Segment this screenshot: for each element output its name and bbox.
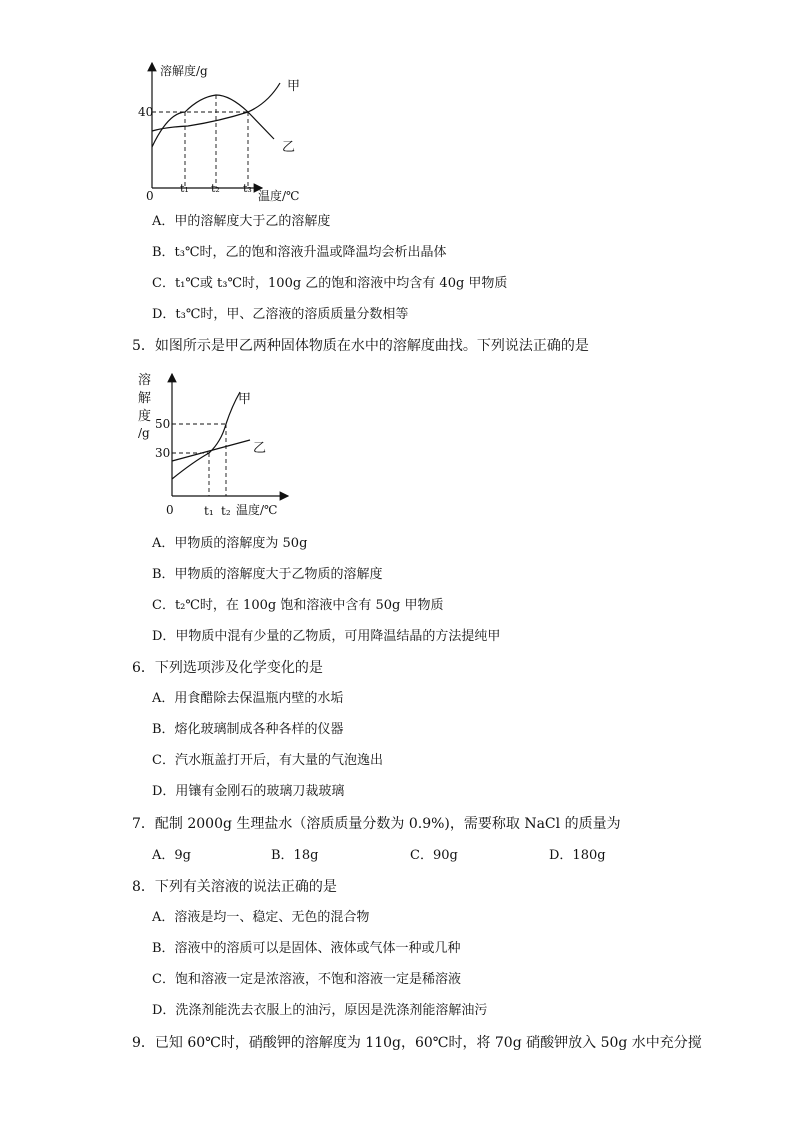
y-tick-40: 40 — [138, 105, 154, 119]
q4-option-a: A．甲的溶解度大于乙的溶解度 — [152, 214, 331, 229]
q9-stem: 9．已知 60℃时，硝酸钾的溶解度为 110g，60℃时，将 70g 硝酸钾放入 50g 水中充分搅 — [132, 1035, 702, 1051]
q7-stem: 7．配制 2000g 生理盐水（溶质质量分数为 0.9%)，需要称取 NaCl 的质量为 — [132, 816, 621, 832]
q5-stem: 5．如图所示是甲乙两种固体物质在水中的溶解度曲找。下列说法正确的是 — [132, 338, 589, 354]
curve-jia-label: 甲 — [238, 392, 252, 407]
y-axis-label-2: 解 — [138, 391, 152, 406]
q6-option-c: C．汽水瓶盖打开后，有大量的气泡逸出 — [152, 753, 383, 768]
solubility-curve-figure-2 — [128, 366, 303, 524]
curve-jia-label: 甲 — [287, 79, 301, 94]
q8-stem: 8．下列有关溶液的说法正确的是 — [132, 879, 337, 895]
q6-option-b: B．熔化玻璃制成各种各样的仪器 — [152, 722, 344, 737]
q7-option-c: C．90g — [410, 848, 458, 863]
q7-option-b: B．18g — [271, 848, 319, 863]
x-tick-t2: t₂ — [221, 504, 231, 518]
curve-jia — [172, 392, 240, 479]
curve-yi — [172, 440, 250, 461]
x-tick-t2: t₂ — [211, 182, 220, 195]
q5-option-d: D．甲物质中混有少量的乙物质，可用降温结晶的方法提纯甲 — [152, 629, 501, 644]
q5-option-a: A．甲物质的溶解度为 50g — [152, 536, 308, 551]
q8-option-c: C．饱和溶液一定是浓溶液，不饱和溶液一定是稀溶液 — [152, 972, 461, 987]
origin-label: 0 — [166, 503, 174, 517]
y-tick-30: 30 — [155, 446, 171, 460]
y-tick-50: 50 — [155, 417, 171, 431]
q4-option-c: C．t₁℃或 t₃℃时，100g 乙的饱和溶液中均含有 40g 甲物质 — [152, 276, 508, 291]
q6-option-a: A．用食醋除去保温瓶内壁的水垢 — [152, 691, 344, 706]
curve-yi-label: 乙 — [282, 140, 296, 155]
origin-label: 0 — [146, 189, 154, 203]
x-tick-t3: t₃ — [243, 182, 252, 195]
q5-option-b: B．甲物质的溶解度大于乙物质的溶解度 — [152, 567, 383, 582]
x-axis-label: 温度/℃ — [258, 189, 300, 203]
q8-option-b: B．溶液中的溶质可以是固体、液体或气体一种或几种 — [152, 941, 461, 956]
y-axis-label: 溶解度/g — [160, 64, 208, 78]
q6-stem: 6．下列选项涉及化学变化的是 — [132, 660, 323, 676]
q7-option-d: D．180g — [549, 848, 606, 863]
x-tick-t1: t₁ — [204, 504, 214, 518]
q4-option-d: D．t₃℃时，甲、乙溶液的溶质质量分数相等 — [152, 307, 409, 322]
y-axis-label-3: 度 — [138, 409, 152, 424]
solubility-curve-figure-1 — [130, 55, 330, 205]
curve-yi-label: 乙 — [253, 441, 267, 456]
y-axis-label-1: 溶 — [138, 373, 152, 388]
q6-option-d: D．用镶有金刚石的玻璃刀裁玻璃 — [152, 784, 345, 799]
q7-option-a: A．9g — [152, 848, 191, 863]
q4-option-b: B．t₃℃时，乙的饱和溶液升温或降温均会析出晶体 — [152, 245, 447, 260]
x-tick-t1: t₁ — [180, 182, 189, 195]
y-axis-label-4: /g — [138, 426, 150, 440]
q8-option-d: D．洗涤剂能洗去衣服上的油污，原因是洗涤剂能溶解油污 — [152, 1003, 488, 1018]
q5-option-c: C．t₂℃时，在 100g 饱和溶液中含有 50g 甲物质 — [152, 598, 444, 613]
x-axis-label: 温度/℃ — [236, 503, 278, 517]
q8-option-a: A．溶液是均一、稳定、无色的混合物 — [152, 910, 370, 925]
